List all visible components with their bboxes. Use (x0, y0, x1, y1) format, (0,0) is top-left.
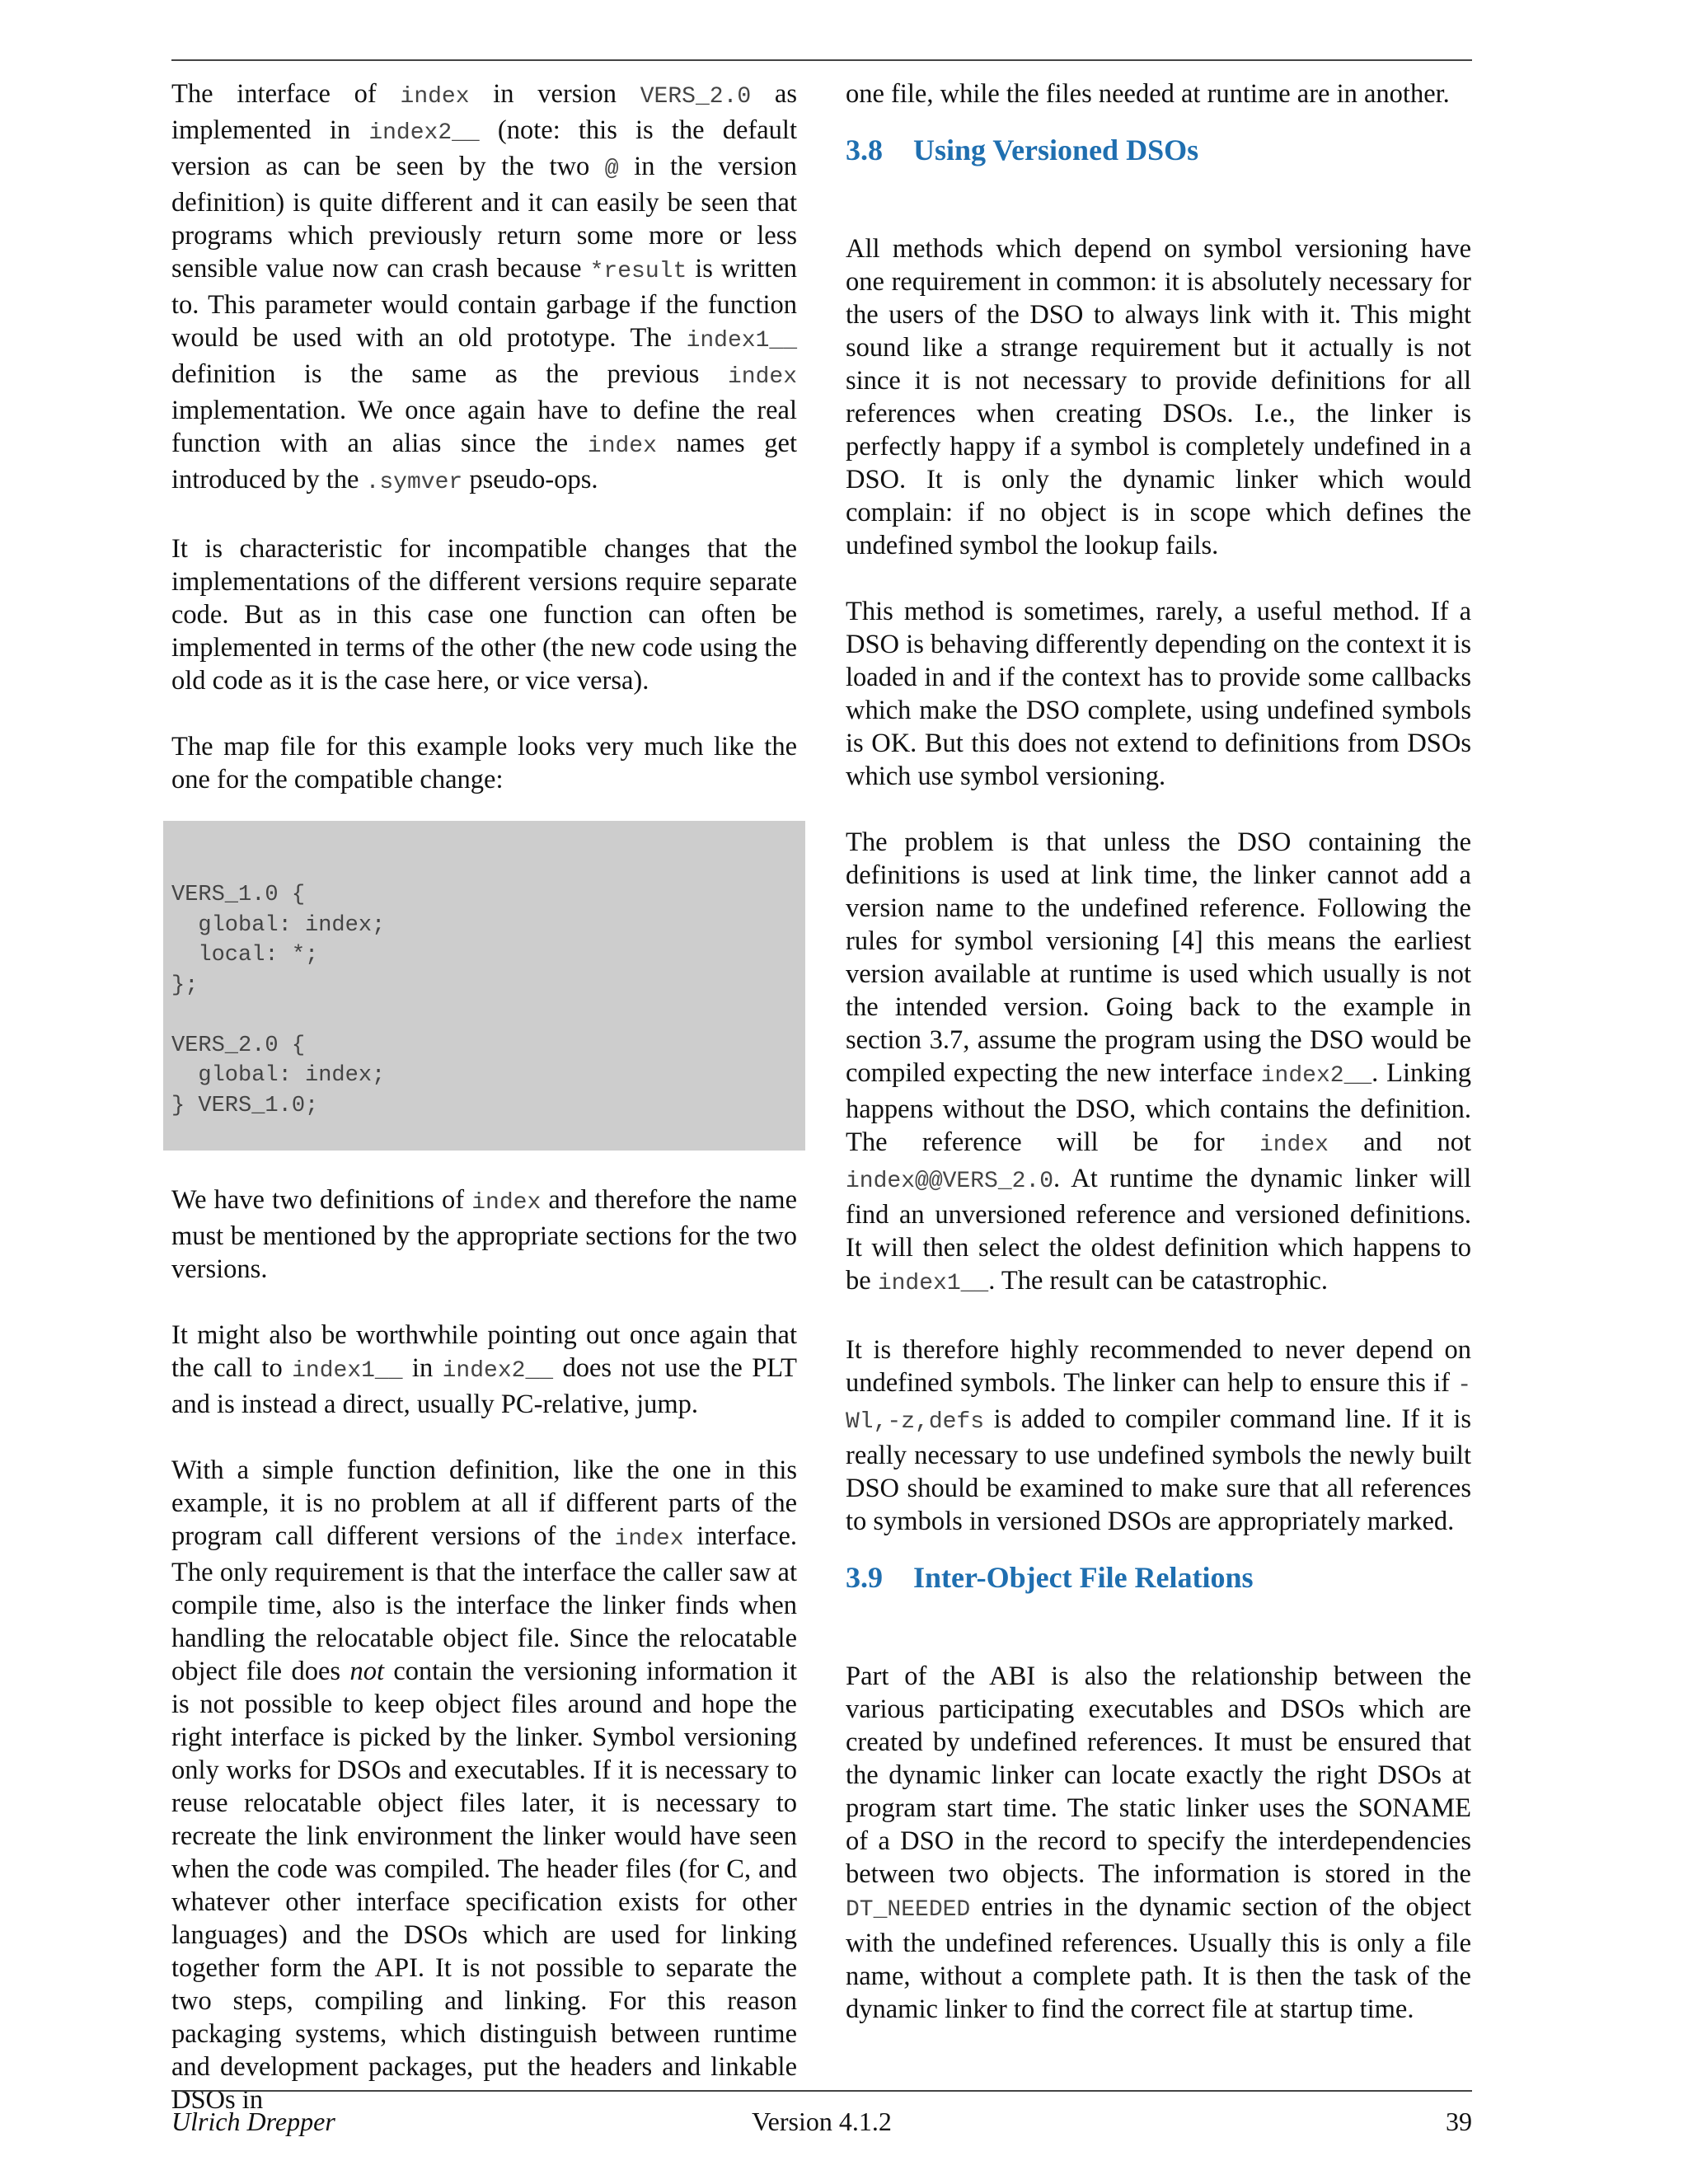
paragraph: It is characteristic for incompatible changes that the implementations of the different versions require separate code. But as in this case one function can often be implemented in terms of the other (the new code using the old code as it is the case here, or vice versa). (171, 534, 797, 696)
paragraph: This method is sometimes, rarely, a useful method. If a DSO is behaving differently depending on the context it is loaded in and if the context has to provide some callbacks which make the DSO complete, using undefined symbols is OK. But this does not extend to definitions from DSOs which use symbol versioning. (846, 597, 1471, 791)
top-rule (171, 59, 1472, 61)
footer-version: Version 4.1.2 (752, 2107, 892, 2136)
section-heading-3-8: 3.8 Using Versioned DSOs (846, 134, 1199, 166)
paragraph: We have two definitions of index and therefore the name must be mentioned by the appropriate sections for the two versions. (171, 1185, 797, 1284)
left-column (171, 77, 797, 2116)
paragraph: With a simple function definition, like the one in this example, it is no problem at all if different parts of the program call different versions of the index interface. The only requirement is that the interface the caller saw at compile time, also is the interface the linker finds when handling the relocatable object file. Since the relocatable object file does not contain the versioning information it is not possible to keep object files around and hope the right interface is picked by the linker. Symbol versioning only works for DSOs and executables. If it is necessary to reuse relocatable object files later, it is necessary to recreate the link environment the linker would have seen when the code was compiled. The header files (for C, and whatever other interface specification exists for other languages) and the DSOs which are used for linking together form the API. It is not possible to separate the two steps, compiling and linking. For this reason packaging systems, which distinguish between runtime and development packages, put the headers and linkable DSOs in (171, 1455, 797, 2115)
paragraph: It might also be worthwhile pointing out once again that the call to index1__ in index2__ does not use the PLT and is instead a direct, usually PC-relative, jump. (171, 1320, 797, 1419)
paragraph: one file, while the files needed at runtime are in another. (846, 79, 1450, 109)
paragraph: Part of the ABI is also the relationship between the various participating executables and DSOs which are created by undefined references. It must be ensured that the dynamic linker can locate exactly the right DSOs at program start time. The static linker uses the SONAME of a DSO in the record to specify the interdependencies between two objects. The information is stored in the DT_NEEDED entries in the dynamic section of the object with the undefined references. Usually this is only a file name, without a complete path. It is then the task of the dynamic linker to find the correct file at startup time. (846, 1661, 1471, 2024)
paragraph: The interface of index in version VERS_2.0 as implemented in index2__ (note: this is the default version as can be seen by the two @ in the version definition) is quite different and it can easily be seen that programs which previously return some more or less sensible value now can crash because *result is written to. This parameter would contain garbage if the function would be used with an old prototype. The index1__ definition is the same as the previous index implementation. We once again have to define the real function with an alias since the index names get introduced by the .symver pseudo-ops. (171, 79, 797, 495)
paragraph: All methods which depend on symbol versioning have one requirement in common: it is absolutely necessary for the users of the DSO to always link with it. This might sound like a strange requirement but it actually is not since it is not necessary to provide definitions for all references when creating DSOs. I.e., the linker is perfectly happy if a symbol is completely undefined in a DSO. It is only the dynamic linker which would complain: if no object is in scope which defines the undefined symbol the lookup fails. (846, 234, 1471, 560)
page-number: 39 (1446, 2107, 1472, 2136)
paragraph: The problem is that unless the DSO containing the definitions is used at link time, the linker cannot add a version name to the undefined reference. Following the rules for symbol versioning [4] this means the earliest version available at runtime is used which usually is not the intended version. Going back to the example in section 3.7, assume the program using the DSO would be compiled expecting the new interface index2__. Linking happens without the DSO, which contains the definition. The reference will be for index and not index@@VERS_2.0. At runtime the dynamic linker will find an unversioned reference and versioned definitions. It will then select the oldest definition which happens to be index1__. The result can be catastrophic. (846, 827, 1471, 1296)
section-heading-3-9: 3.9 Inter-Object File Relations (846, 1561, 1254, 1594)
page-footer (171, 2103, 1472, 2139)
paragraph: It is therefore highly recommended to never depend on undefined symbols. The linker can help to ensure this if -Wl,-z,defs is added to compiler command line. If it is really necessary to use undefined symbols the newly built DSO should be examined to make sure that all references to symbols in versioned DSOs are appropriately marked. (846, 1335, 1471, 1536)
footer-author: Ulrich Drepper (171, 2107, 335, 2136)
code-block-map-file: VERS_1.0 { global: index; local: *; }; VERS_2.0 { global: index; } VERS_1.0; (163, 821, 805, 1151)
paragraph: The map file for this example looks very much like the one for the compatible change: (171, 732, 797, 794)
right-column (846, 77, 1471, 2026)
bottom-rule (171, 2090, 1472, 2092)
